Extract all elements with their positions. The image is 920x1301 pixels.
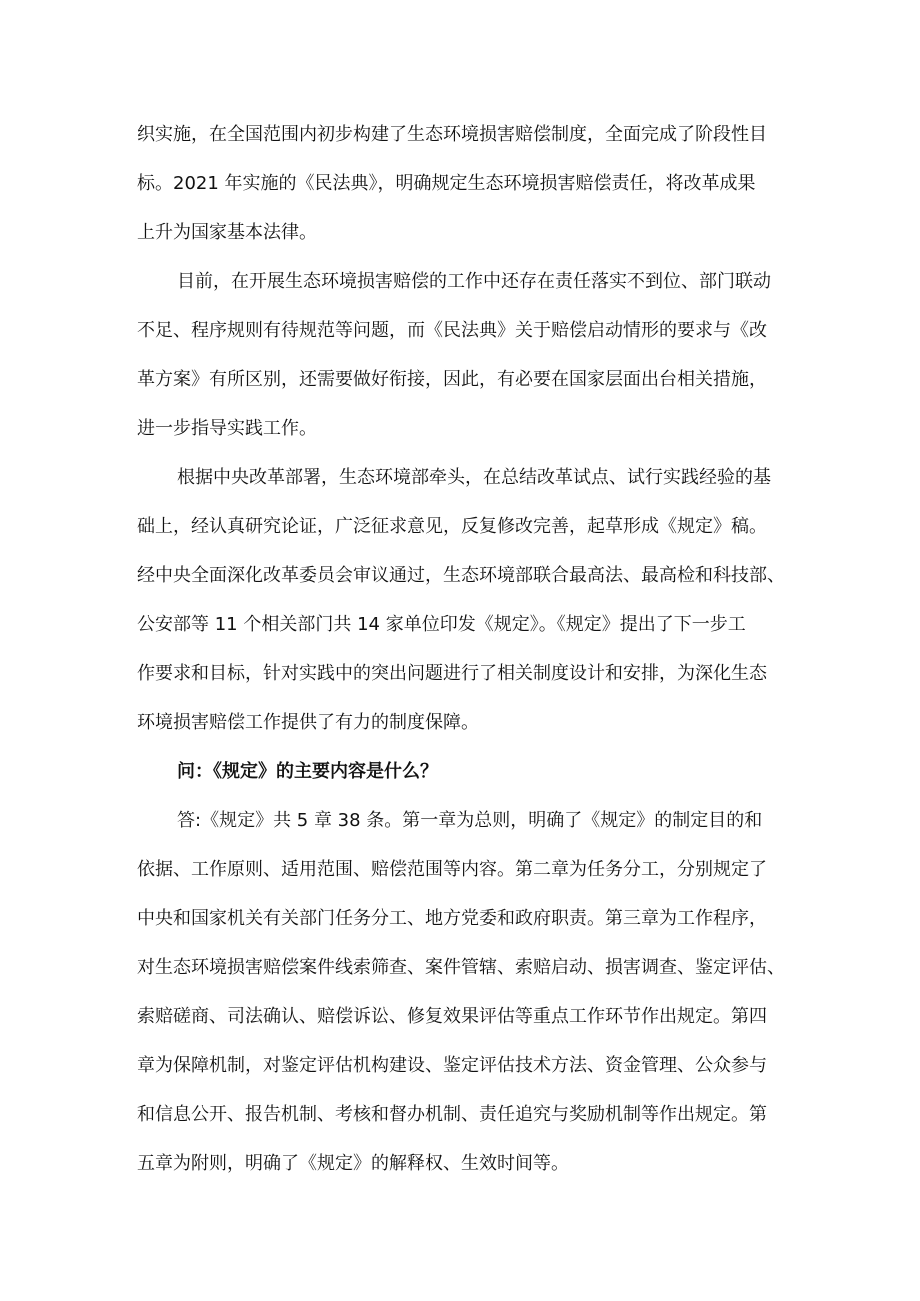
- paragraph-1-line-2: 标。2021 年实施的《民法典》，明确规定生态环境损害赔偿责任，将改革成果: [137, 173, 756, 194]
- answer-line-8: 五章为附则，明确了《规定》的解释权、生效时间等。: [137, 1153, 569, 1174]
- paragraph-2-line-3: 革方案》有所区别，还需要做好衔接，因此，有必要在国家层面出台相关措施，: [137, 369, 767, 390]
- paragraph-2-line-2: 不足、程序规则有待规范等问题，而《民法典》关于赔偿启动情形的要求与《改: [137, 320, 767, 341]
- answer-line-4: 对生态环境损害赔偿案件线索筛查、案件管辖、索赔启动、损害调查、鉴定评估、: [137, 957, 785, 978]
- answer-line-7: 和信息公开、报告机制、考核和督办机制、责任追究与奖励机制等作出规定。第: [137, 1104, 767, 1125]
- answer-line-6: 章为保障机制，对鉴定评估机构建设、鉴定评估技术方法、资金管理、公众参与: [137, 1055, 767, 1076]
- paragraph-3-line-6: 环境损害赔偿工作提供了有力的制度保障。: [137, 712, 479, 733]
- paragraph-3-line-1: 根据中央改革部署，生态环境部牵头，在总结改革试点、试行实践经验的基: [177, 467, 771, 488]
- answer-line-1: 答:《规定》共 5 章 38 条。第一章为总则，明确了《规定》的制定目的和: [177, 810, 763, 831]
- question-heading: 问：《规定》的主要内容是什么？: [177, 761, 438, 782]
- paragraph-3-line-2: 础上，经认真研究论证，广泛征求意见，反复修改完善，起草形成《规定》稿。: [137, 516, 767, 537]
- paragraph-3-line-4: 公安部等 11 个相关部门共 14 家单位印发《规定》。《规定》提出了下一步工: [137, 614, 746, 635]
- paragraph-1-line-1: 织实施，在全国范围内初步构建了生态环境损害赔偿制度，全面完成了阶段性目: [137, 124, 767, 145]
- paragraph-3-line-5: 作要求和目标，针对实践中的突出问题进行了相关制度设计和安排，为深化生态: [137, 663, 767, 684]
- paragraph-3-line-3: 经中央全面深化改革委员会审议通过，生态环境部联合最高法、最高检和科技部、: [137, 565, 785, 586]
- answer-line-3: 中央和国家机关有关部门任务分工、地方党委和政府职责。第三章为工作程序，: [137, 908, 767, 929]
- paragraph-2-line-4: 进一步指导实践工作。: [137, 418, 317, 439]
- answer-line-5: 索赔磋商、司法确认、赔偿诉讼、修复效果评估等重点工作环节作出规定。第四: [137, 1006, 767, 1027]
- answer-line-2: 依据、工作原则、适用范围、赔偿范围等内容。第二章为任务分工，分别规定了: [137, 859, 767, 880]
- paragraph-2-line-1: 目前，在开展生态环境损害赔偿的工作中还存在责任落实不到位、部门联动: [177, 271, 771, 292]
- paragraph-1-line-3: 上升为国家基本法律。: [137, 222, 317, 243]
